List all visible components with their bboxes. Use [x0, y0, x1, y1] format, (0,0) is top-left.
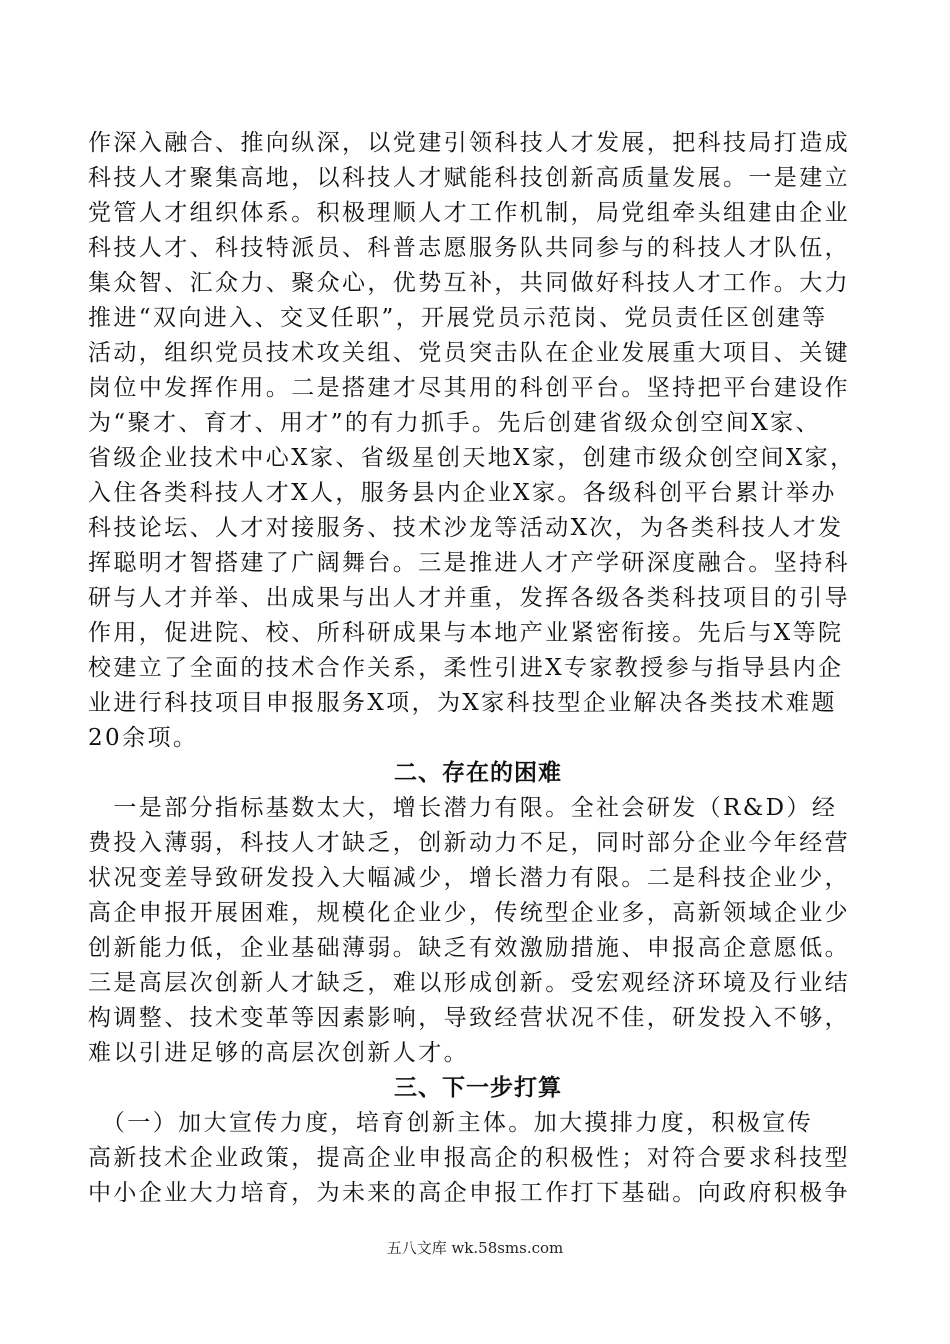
text-line: 校建立了全面的技术合作关系，柔性引进X专家教授参与指导县内企: [88, 655, 844, 681]
text-line: 三是高层次创新人才缺乏，难以形成创新。受宏观经济环境及行业结: [88, 970, 850, 996]
text-line: 入住各类科技人才X人，服务县内企业X家。各级科创平台累计举办: [88, 480, 837, 506]
document-body: [88, 126, 868, 1211]
text-line: 作深入融合、推向纵深，以党建引领科技人才发展，把科技局打造成: [88, 130, 850, 156]
text-line: 状况变差导致研发投入大幅减少，增长潜力有限。二是科技企业少，: [88, 865, 850, 891]
text-line: 费投入薄弱，科技人才缺乏，创新动力不足，同时部分企业今年经营: [88, 830, 850, 856]
paragraph-talent-system: [88, 126, 868, 756]
text-line: （一）加大宣传力度，培育创新主体。加大摸排力度，积极宣传: [88, 1110, 814, 1136]
text-line: 挥聪明才智搭建了广阔舞台。三是推进人才产学研深度融合。坚持科: [88, 550, 850, 576]
text-line: 一是部分指标基数太大，增长潜力有限。全社会研发（R&D）经: [88, 795, 838, 821]
heading-difficulties: 二、存在的困难: [394, 760, 562, 786]
text-line: 为“聚才、育才、用才”的有力抓手。先后创建省级众创空间X家、: [88, 410, 821, 436]
text-line: 研与人才并举、出成果与出人才并重，发挥各级各类科技项目的引导: [88, 585, 850, 611]
text-line: 业进行科技项目申报服务X项，为X家科技型企业解决各类技术难题: [88, 690, 837, 716]
text-line: 活动，组织党员技术攻关组、党员突击队在企业发展重大项目、关键: [88, 340, 850, 366]
text-line: 科技论坛、人才对接服务、技术沙龙等活动X次，为各类科技人才发: [88, 515, 844, 541]
paragraph-difficulties: [88, 791, 868, 1071]
text-line: 高企申报开展困难，规模化企业少，传统型企业多，高新领域企业少: [88, 900, 850, 926]
text-line: 岗位中发挥作用。二是搭建才尽其用的科创平台。坚持把平台建设作: [88, 375, 850, 401]
text-line: 推进“双向进入、交叉任职”，开展党员示范岗、党员责任区创建等: [88, 305, 828, 331]
text-line: 科技人才、科技特派员、科普志愿服务队共同参与的科技人才队伍，: [88, 235, 850, 261]
text-line: 省级企业技术中心X家、省级星创天地X家，创建市级众创空间X家，: [88, 445, 856, 471]
footer-watermark: 五八文库 wk.58sms.com: [386, 1239, 564, 1257]
text-line: 20余项。: [88, 725, 199, 751]
text-line: 作用，促进院、校、所科研成果与本地产业紧密衔接。先后与X等院: [88, 620, 844, 646]
text-line: 中小企业大力培育，为未来的高企申报工作打下基础。向政府积极争: [88, 1180, 850, 1206]
text-line: 集众智、汇众力、聚众心，优势互补，共同做好科技人才工作。大力: [88, 270, 850, 296]
text-line: 创新能力低，企业基础薄弱。缺乏有效激励措施、申报高企意愿低。: [88, 935, 850, 961]
text-line: 党管人才组织体系。积极理顺人才工作机制，局党组牵头组建由企业: [88, 200, 850, 226]
text-line: 科技人才聚集高地，以科技人才赋能科技创新高质量发展。一是建立: [88, 165, 850, 191]
text-line: 难以引进足够的高层次创新人才。: [88, 1040, 469, 1066]
text-line: 构调整、技术变革等因素影响，导致经营状况不佳，研发投入不够，: [88, 1005, 850, 1031]
heading-next-steps: 三、下一步打算: [394, 1075, 562, 1101]
paragraph-next-steps: [88, 1106, 868, 1211]
text-line: 高新技术企业政策，提高企业申报高企的积极性；对符合要求科技型: [88, 1145, 850, 1171]
